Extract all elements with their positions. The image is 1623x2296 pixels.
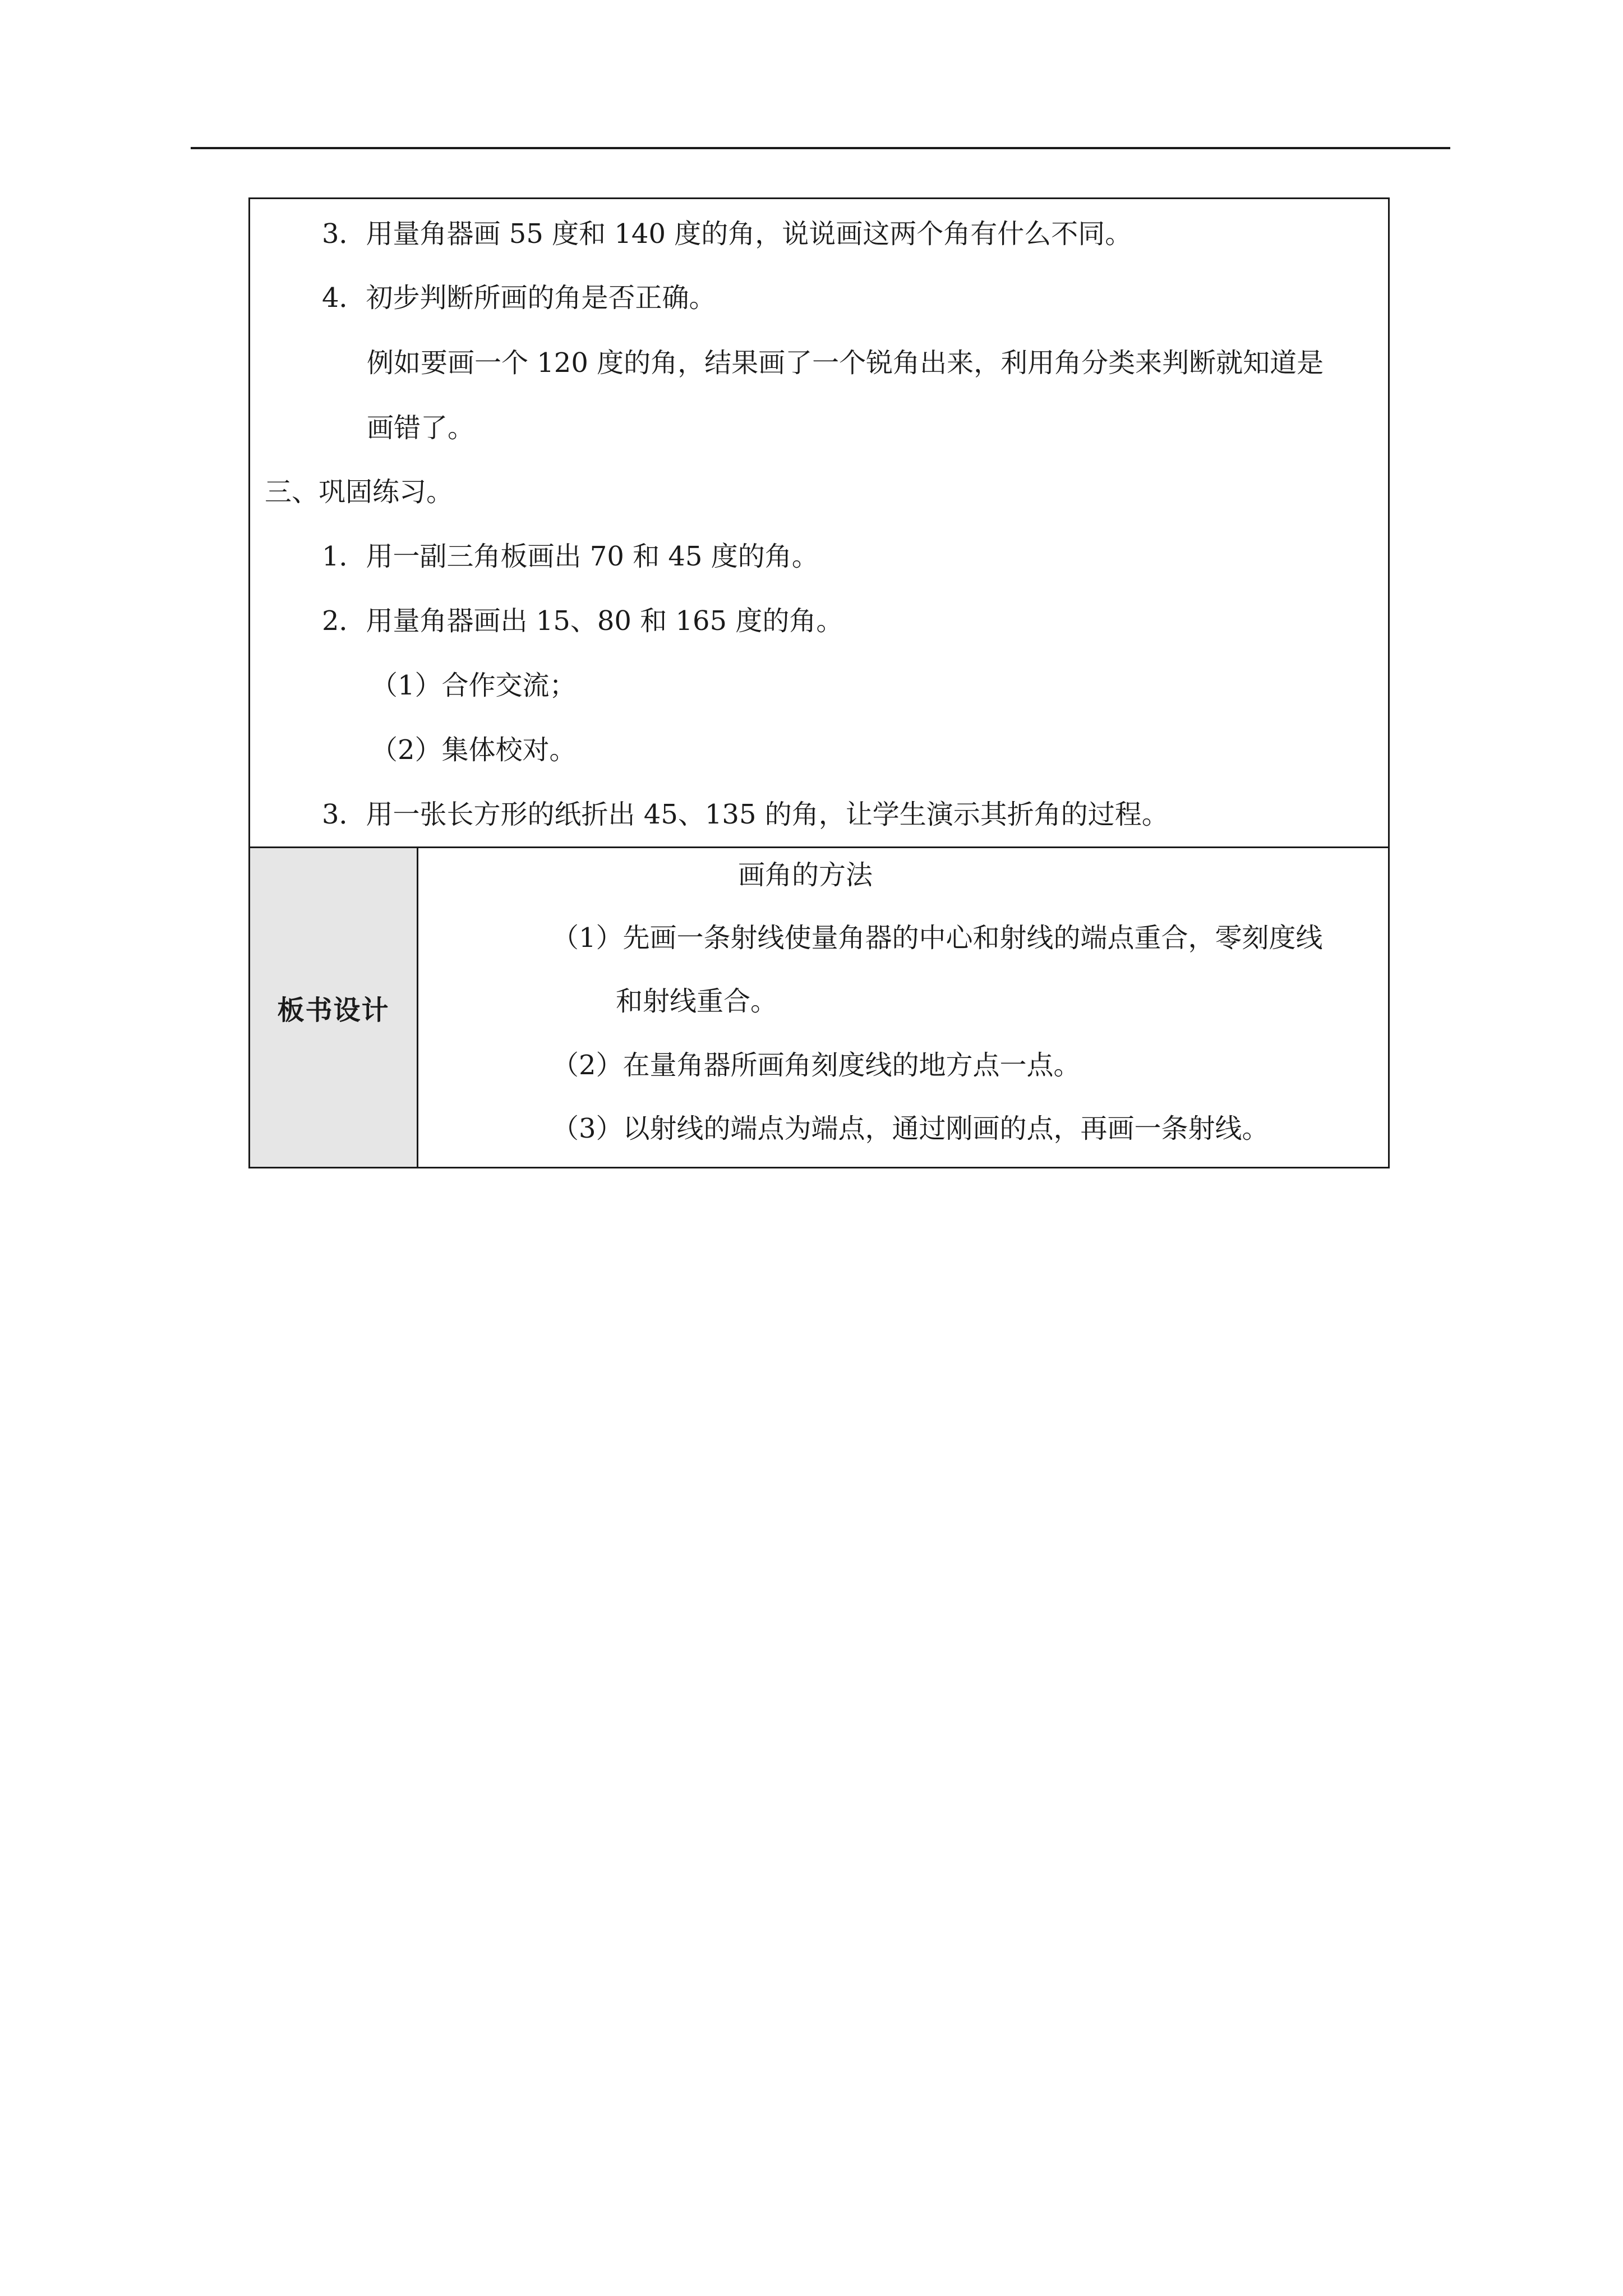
practice-item-3: 3．用一张长方形的纸折出 45、135 的角，让学生演示其折角的过程。 (322, 799, 1169, 830)
practice-item-2: 2．用量角器画出 15、80 和 165 度的角。 (322, 605, 843, 637)
header-rule (191, 147, 1450, 149)
practice-sub-item-2: （2）集体校对。 (371, 734, 577, 766)
board-step-1-line-2: 和射线重合。 (616, 986, 778, 1017)
step-4-text: 4．初步判断所画的角是否正确。 (322, 282, 716, 314)
example-line-1: 例如要画一个 120 度的角，结果画了一个锐角出来，利用角分类来判断就知道是 (367, 347, 1324, 379)
lesson-plan-table (248, 197, 1390, 1168)
board-step-3: （3）以射线的端点为端点，通过刚画的点，再画一条射线。 (552, 1113, 1269, 1144)
practice-sub-item-1: （1）合作交流； (371, 670, 577, 701)
step-3-text: 3．用量角器画 55 度和 140 度的角，说说画这两个角有什么不同。 (322, 218, 1132, 250)
board-design-label: 板书设计 (277, 994, 390, 1026)
board-design-label-cell (250, 848, 418, 1167)
teaching-process-cell (250, 199, 1388, 848)
practice-item-1: 1．用一副三角板画出 70 和 45 度的角。 (322, 541, 819, 572)
practice-heading: 三、巩固练习。 (265, 476, 454, 508)
board-design-content-cell (418, 848, 1388, 1167)
board-design-row (250, 848, 1388, 1167)
board-step-2: （2）在量角器所画角刻度线的地方点一点。 (552, 1050, 1081, 1081)
board-design-title: 画角的方法 (738, 859, 873, 891)
board-step-1-line-1: （1）先画一条射线使量角器的中心和射线的端点重合，零刻度线 (552, 922, 1323, 954)
example-line-2: 画错了。 (367, 412, 475, 444)
